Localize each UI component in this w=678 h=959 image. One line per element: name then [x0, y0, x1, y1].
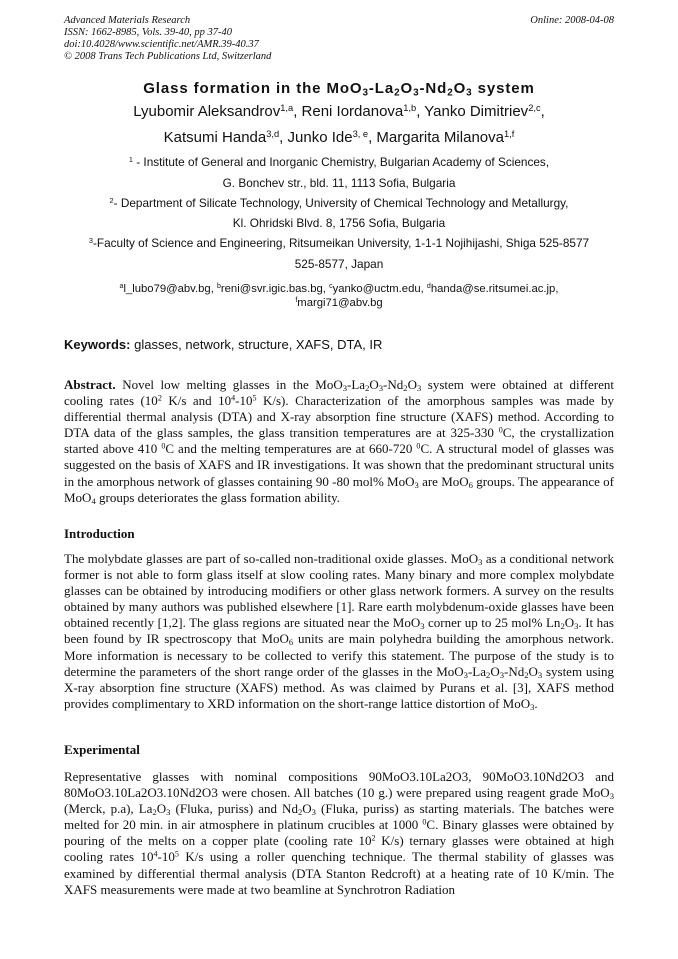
- abstract: [64, 377, 614, 506]
- emails-line-2: $^f$margi71@abv.bg: [295, 297, 383, 309]
- issn-line: ISSN: 1662-8985, Vols. 39-40, pp 37-40: [64, 27, 232, 38]
- doi-line: doi:10.4028/www.scientific.net/AMR.39-40.37: [64, 39, 259, 50]
- introduction-text: The molybdate glasses are part of so-called non-traditional oxide glasses. MoO$_3$ as a conditional network former is not able to form glass itself at slow cooling rates. Many binary and more complex molybdate glasses can be obtained by introducing modifiers or other glass network formers. A survey on the results obtained by many authors was published elsewhere [1]. Rare earth molybdenum-oxide glasses have been obtained recently [1,2]. The glass regions are situated near the MoO$_3$ corner up to 25 mol% $Ln_2O_3$. It has been found by IR spectroscopy that MoO$_6$ units are main polyhedra building the amorphous network. More information is necessary to be collected to verify this statement. The purpose of the study is to determine the parameters of the short range order of the glasses in the $MoO_3-La_2O_3-Nd_2O_3$ system using X-ray absorption fine structure (XAFS) method. As was claimed by Purans et al. [3], XAFS method provides complimentary to XRD information on the short-range lattice distortion of MoO$_3$.: [64, 551, 614, 712]
- journal-header: [64, 15, 271, 63]
- experimental-text: Representative glasses with nominal compositions 90MoO3.10La2O3, 90MoO3.10Nd2O3 and 80MoO3.10La2O3.10Nd2O3 were chosen. All batches (10 g.) were prepared using reagent grade MoO$_3$ (Merck, p.a), $La_2O_3$ (Fluka, puriss) and $Nd_2O_3$ (Fluka, puriss) as starting materials. The batches were melted for 20 min. in air atmosphere in platinum crucibles at 1000 $^0$C. Binary glasses were obtained by pouring of the melts on a copper plate (cooling rate $10^2$ K/s) ternary glasses were obtained at high cooling rates $10^4-10^5$ K/s using a roller quenching technique. The thermal stability of glasses was examined by differential thermal analysis (DTA Stanton Redcroft) at a heating rate of 10 K/min. The XAFS measurements were made at two beamline at Synchrotron Radiation: [64, 769, 615, 897]
- emails-line-1: $^a$l_lubo79@abv.bg, $^b$reni@svr.igic.bas.bg, $^c$yanko@uctm.edu, $^d$handa@se.ritsumei.ac.jp,: [119, 283, 559, 295]
- affiliation-3: $^3$-Faculty of Science and Engineering, Ritsumeikan University, 1-1-1 Nojihijashi, Shiga 525-8577: [88, 235, 590, 250]
- affiliation-1: $^1$ - Institute of General and Inorganic Chemistry, Bulgarian Academy of Sciences,: [128, 154, 550, 169]
- online-date: Online: 2008-04-08: [530, 15, 614, 26]
- keywords-text: glasses, network, structure, XAFS, DTA, IR: [134, 337, 383, 352]
- introduction-heading: Introduction: [64, 526, 135, 541]
- affiliation-2-address: Kl. Ohridski Blvd. 8, 1756 Sofia, Bulgaria: [232, 216, 446, 230]
- keywords-label: Keywords:: [64, 337, 131, 352]
- authors-line-1: Lyubomir Aleksandrov$^{1,a}$, Reni Iordanova$^{1,b}$, Yanko Dimitriev$^{2,c}$,: [133, 102, 545, 120]
- keywords: [64, 337, 382, 352]
- affiliation-3-address: 525-8577, Japan: [294, 257, 384, 271]
- experimental-heading: Experimental: [64, 742, 140, 757]
- abstract-text: Novel low melting glasses in the $MoO_3-La_2O_3-Nd_2O_3$ system were obtained at different cooling rates ($10^2$ K/s and $10^4-10^5$ K/s). Characterization of the amorphous samples was made by differential thermal analysis (DTA) and X-ray absorption fine structure (XAFS) method. According to DTA data of the glass samples, the glass transition temperatures are at 325-330 $^0$C, the crystallization started above 410 $^0$C and the melting temperatures are at 660-720 $^0$C. A structural model of glasses was suggested on the basis of XAFS and IR investigations. It was shown that the predominant structural units in the amorphous network of glasses containing 90 -80 mol% MoO$_3$ are MoO$_6$ groups. The appearance of MoO$_4$ groups deteriorates the glass formation ability.: [64, 377, 615, 506]
- paper-title: Glass formation in the $MoO_3-La_2O_3-Nd_2O_3$ system: [143, 80, 535, 99]
- abstract-label: Abstract.: [64, 377, 116, 392]
- affiliation-2: $^2$- Department of Silicate Technology, University of Chemical Technology and Metallurgy,: [109, 195, 569, 210]
- journal-name: Advanced Materials Research: [64, 15, 191, 26]
- copyright-line: © 2008 Trans Tech Publications Ltd, Switzerland: [64, 51, 272, 62]
- affiliation-1-address: G. Bonchev str., bld. 11, 1113 Sofia, Bulgaria: [222, 176, 456, 190]
- authors-line-2: Katsumi Handa$^{3,d}$, Junko Ide$^{3, e}$, Margarita Milanova$^{1,f}$: [163, 128, 515, 146]
